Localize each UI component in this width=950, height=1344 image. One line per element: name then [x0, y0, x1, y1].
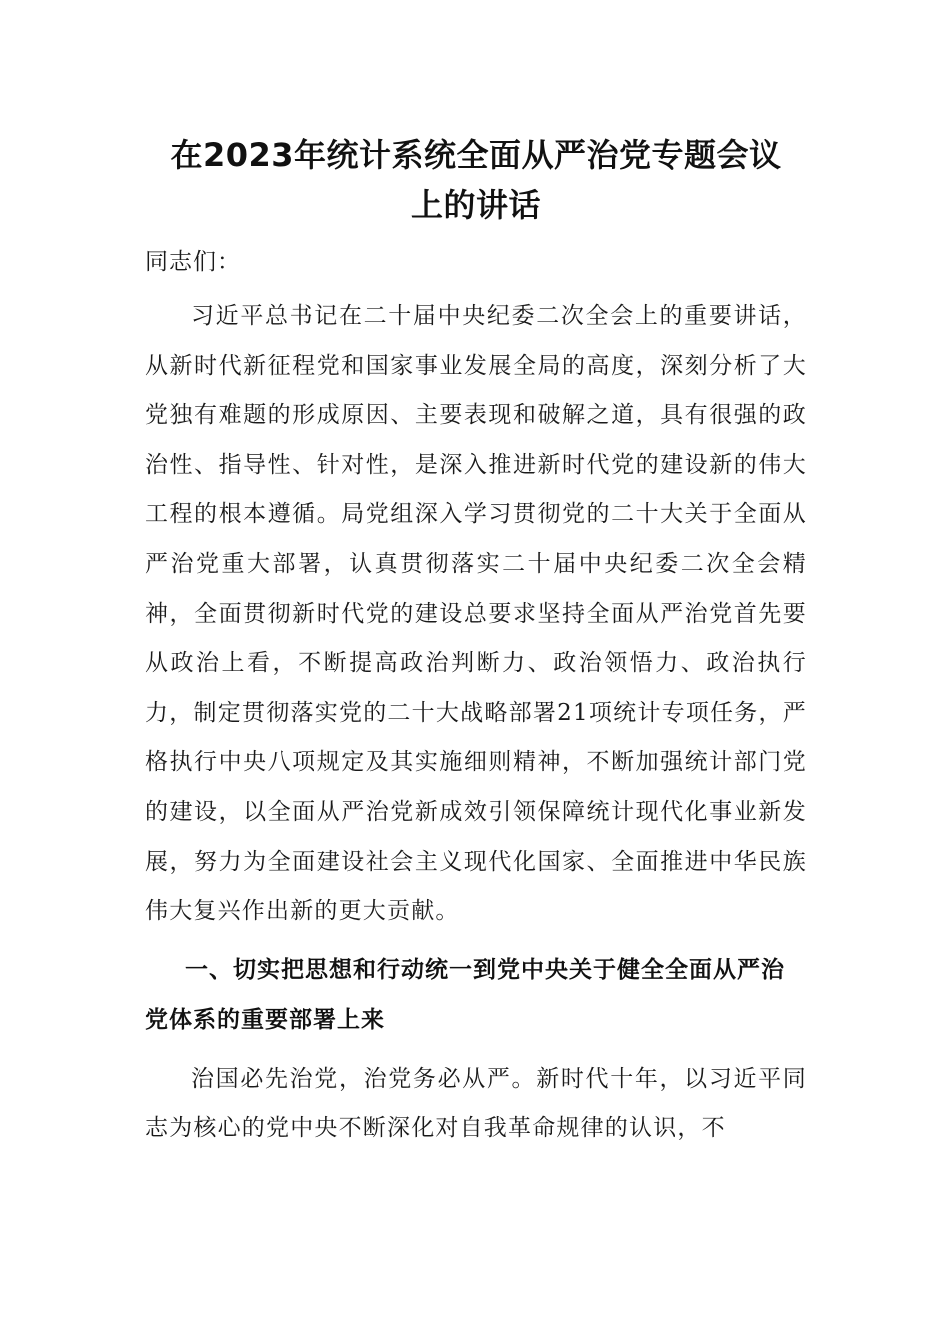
title-line-1: 在2023年统计系统全面从严治党专题会议 [170, 136, 782, 174]
section-heading-1: 一、切实把思想和行动统一到党中央关于健全全面从严治党体系的重要部署上来 [145, 956, 785, 1033]
title-line-2: 上的讲话 [410, 186, 541, 224]
paragraph-1: 习近平总书记在二十届中央纪委二次全会上的重要讲话，从新时代新征程党和国家事业发展全局的高度，深刻分析了大党独有难题的形成原因、主要表现和破解之道，具有很强的政治性、指导性、针对性，是深入推进新时代党的建设新的伟大工程的根本遵循。局党组深入学习贯彻党的二十大关于全面从严治党重大部署，认真贯彻落实二十届中央纪委二次全会精神，全面贯彻新时代党的建设总要求坚持全面从严治党首先要从政治上看，不断提高政治判断力、政治领悟力、政治执行力，制定贯彻落实党的二十大战略部署21项统计专项任务，严格执行中央八项规定及其实施细则精神，不断加强统计部门党的建设，以全面从严治党新成效引领保障统计现代化事业新发展，努力为全面建设社会主义现代化国家、全面推进中华民族伟大复兴作出新的更大贡献。 [145, 303, 807, 925]
salutation: 同志们： [145, 249, 241, 275]
document-page [145, 130, 807, 1154]
paragraph-2: 治国必先治党，治党务必从严。新时代十年，以习近平同志为核心的党中央不断深化对自我革命规律的认识，不 [145, 1065, 807, 1142]
document-title [145, 130, 807, 230]
